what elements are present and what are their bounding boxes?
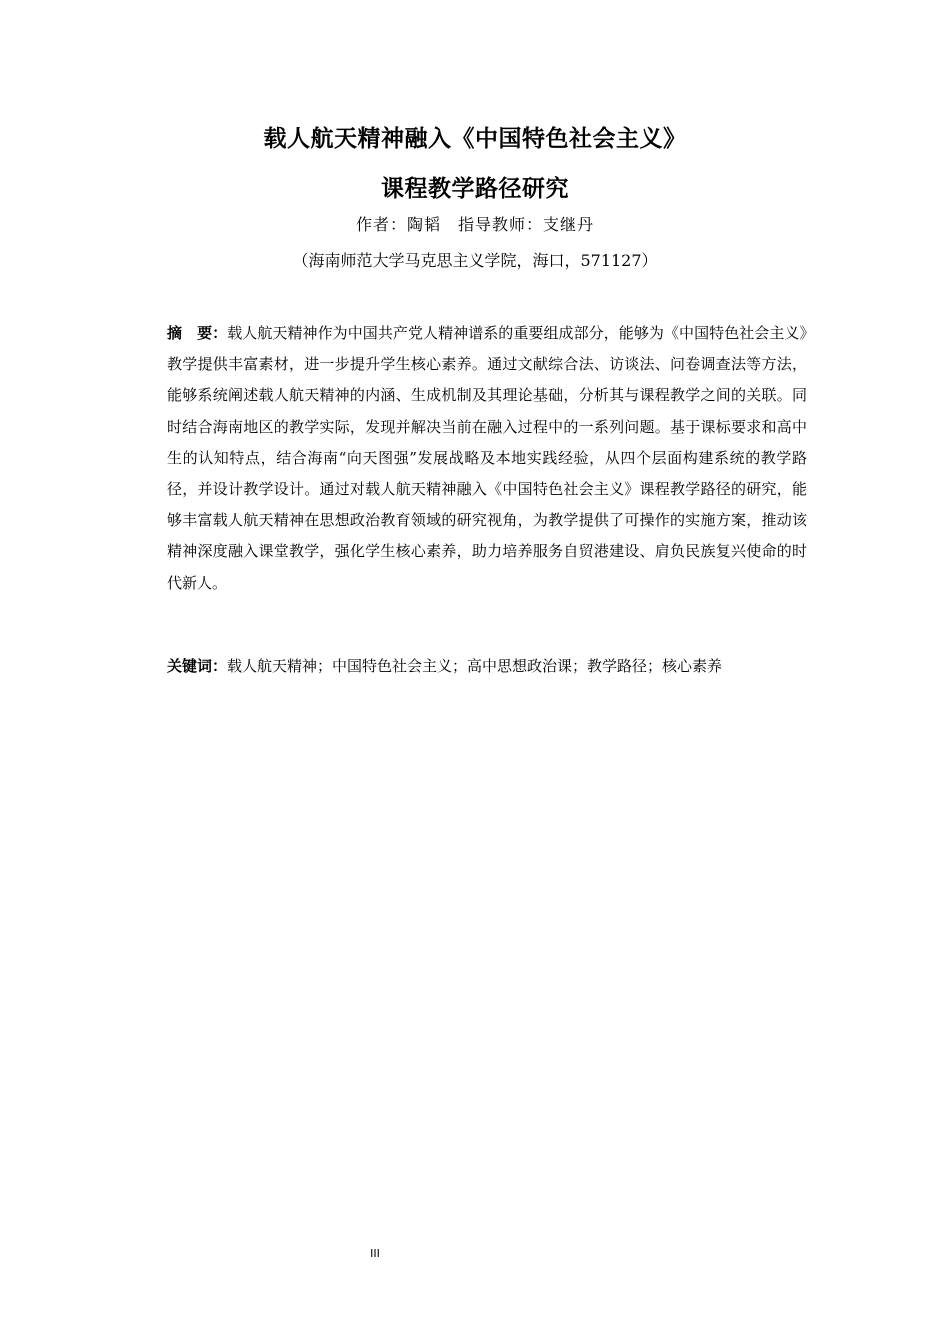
keywords-text: 载人航天精神；中国特色社会主义；高中思想政治课；教学路径；核心素养: [227, 657, 723, 675]
paper-title-line-1: 载人航天精神融入《中国特色社会主义》: [263, 126, 687, 152]
keywords-label: 关键词：: [167, 657, 228, 675]
paper-title-line-2: 课程教学路径研究: [381, 176, 569, 202]
abstract-label: 摘 要：: [167, 324, 228, 342]
author-line: 作者：陶韬 指导教师：支继丹: [355, 215, 594, 234]
abstract-text: 载人航天精神作为中国共产党人精神谱系的重要组成部分，能够为《中国特色社会主义》教学提供丰富素材，进一步提升学生核心素养。通过文献综合法、访谈法、问卷调查法等方法，能够系统阐述载人航天精神的内涵、生成机制及其理论基础，分析其与课程教学之间的关联。同时结合海南地区的教学实际，发现并解决当前在融入过程中的一系列问题。基于课标要求和高中生的认知特点，结合海南“向天图强”发展战略及本地实践经验，从四个层面构建系统的教学路径，并设计教学设计。通过对载人航天精神融入《中国特色社会主义》课程教学路径的研究，能够丰富载人航天精神在思想政治教育领域的研究视角，为教学提供了可操作的实施方案，推动该精神深度融入课堂教学，强化学生核心素养，助力培养服务自贸港建设、肩负民族复兴使命的时代新人。: [167, 324, 807, 592]
keywords-paragraph: [167, 651, 807, 682]
affiliation-line: （海南师范大学马克思主义学院，海口，571127）: [292, 251, 658, 270]
abstract-paragraph: [167, 318, 807, 599]
page-number: III: [370, 1247, 380, 1260]
